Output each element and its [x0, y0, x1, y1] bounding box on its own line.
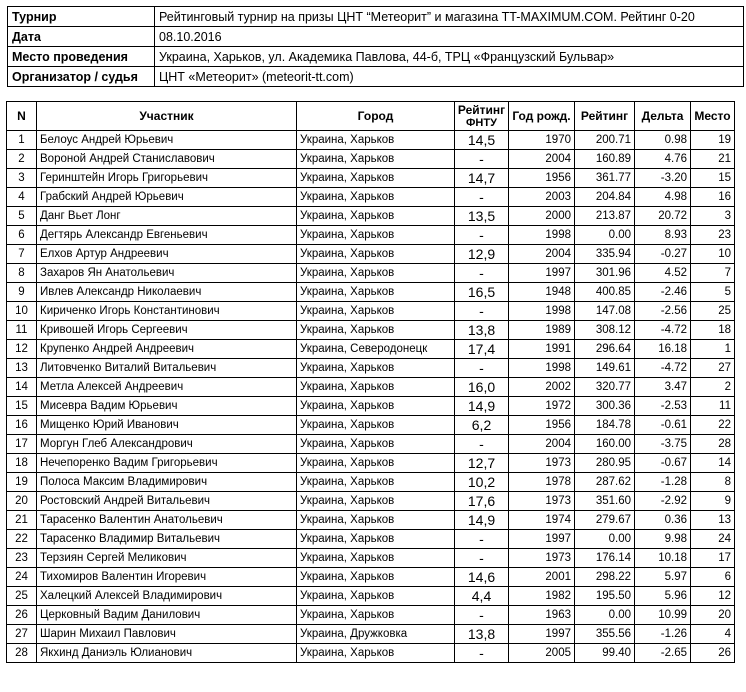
cell-fntu-rating: 17,4 — [455, 340, 509, 359]
cell-city: Украина, Харьков — [297, 321, 455, 340]
table-row — [7, 568, 735, 587]
cell-participant: Вороной Андрей Станиславович — [37, 150, 297, 169]
cell-fntu-rating: - — [455, 644, 509, 663]
cell-rating: 213.87 — [575, 207, 635, 226]
cell-rating: 0.00 — [575, 606, 635, 625]
info-row — [8, 47, 744, 67]
header-birth-year: Год рожд. — [509, 102, 575, 131]
cell-participant: Церковный Вадим Данилович — [37, 606, 297, 625]
cell-city: Украина, Харьков — [297, 302, 455, 321]
cell-number: 26 — [7, 606, 37, 625]
cell-city: Украина, Харьков — [297, 511, 455, 530]
tournament-info-body — [8, 7, 744, 87]
cell-city: Украина, Харьков — [297, 606, 455, 625]
header-fntu-rating — [455, 102, 509, 131]
cell-rating: 361.77 — [575, 169, 635, 188]
cell-number: 16 — [7, 416, 37, 435]
cell-number: 2 — [7, 150, 37, 169]
cell-birth-year: 1982 — [509, 587, 575, 606]
cell-rating: 355.56 — [575, 625, 635, 644]
cell-rating: 176.14 — [575, 549, 635, 568]
cell-delta: 4.76 — [635, 150, 691, 169]
cell-birth-year: 1963 — [509, 606, 575, 625]
cell-delta: -3.75 — [635, 435, 691, 454]
cell-place: 12 — [691, 587, 735, 606]
info-label: Дата — [8, 27, 155, 47]
cell-birth-year: 1948 — [509, 283, 575, 302]
cell-number: 27 — [7, 625, 37, 644]
cell-birth-year: 1973 — [509, 454, 575, 473]
cell-rating: 335.94 — [575, 245, 635, 264]
cell-fntu-rating: 13,8 — [455, 625, 509, 644]
cell-place: 6 — [691, 568, 735, 587]
cell-rating: 280.95 — [575, 454, 635, 473]
cell-birth-year: 1970 — [509, 131, 575, 150]
info-label: Турнир — [8, 7, 155, 27]
cell-birth-year: 1973 — [509, 549, 575, 568]
table-row — [7, 587, 735, 606]
header-rating: Рейтинг — [575, 102, 635, 131]
cell-fntu-rating: 10,2 — [455, 473, 509, 492]
cell-delta: 10.99 — [635, 606, 691, 625]
table-row — [7, 530, 735, 549]
cell-delta: 9.98 — [635, 530, 691, 549]
cell-city: Украина, Харьков — [297, 131, 455, 150]
cell-number: 9 — [7, 283, 37, 302]
cell-city: Украина, Харьков — [297, 644, 455, 663]
info-row — [8, 7, 744, 27]
cell-place: 3 — [691, 207, 735, 226]
cell-place: 19 — [691, 131, 735, 150]
cell-birth-year: 1997 — [509, 625, 575, 644]
cell-city: Украина, Харьков — [297, 568, 455, 587]
cell-place: 7 — [691, 264, 735, 283]
table-row — [7, 397, 735, 416]
cell-birth-year: 1997 — [509, 530, 575, 549]
cell-birth-year: 1978 — [509, 473, 575, 492]
cell-fntu-rating: 14,6 — [455, 568, 509, 587]
cell-birth-year: 2001 — [509, 568, 575, 587]
cell-delta: -0.27 — [635, 245, 691, 264]
cell-participant: Мищенко Юрий Иванович — [37, 416, 297, 435]
cell-rating: 351.60 — [575, 492, 635, 511]
header-fntu-line1: Рейтинг — [457, 102, 506, 117]
cell-rating: 287.62 — [575, 473, 635, 492]
cell-birth-year: 1974 — [509, 511, 575, 530]
cell-city: Украина, Харьков — [297, 530, 455, 549]
table-row — [7, 302, 735, 321]
cell-birth-year: 2004 — [509, 435, 575, 454]
cell-place: 10 — [691, 245, 735, 264]
cell-city: Украина, Харьков — [297, 226, 455, 245]
cell-participant: Тихомиров Валентин Игоревич — [37, 568, 297, 587]
cell-number: 1 — [7, 131, 37, 150]
cell-number: 23 — [7, 549, 37, 568]
cell-delta: -1.28 — [635, 473, 691, 492]
cell-number: 11 — [7, 321, 37, 340]
table-row — [7, 188, 735, 207]
table-row — [7, 644, 735, 663]
info-row — [8, 27, 744, 47]
cell-participant: Терзиян Сергей Меликович — [37, 549, 297, 568]
cell-rating: 200.71 — [575, 131, 635, 150]
cell-fntu-rating: - — [455, 302, 509, 321]
table-row — [7, 492, 735, 511]
cell-city: Украина, Харьков — [297, 435, 455, 454]
cell-place: 14 — [691, 454, 735, 473]
cell-fntu-rating: 13,5 — [455, 207, 509, 226]
cell-fntu-rating: - — [455, 226, 509, 245]
results-header-row — [7, 102, 735, 131]
cell-participant: Белоус Андрей Юрьевич — [37, 131, 297, 150]
cell-number: 28 — [7, 644, 37, 663]
header-participant: Участник — [37, 102, 297, 131]
cell-city: Украина, Харьков — [297, 587, 455, 606]
cell-participant: Якхинд Даниэль Юлианович — [37, 644, 297, 663]
cell-rating: 160.00 — [575, 435, 635, 454]
cell-birth-year: 1998 — [509, 359, 575, 378]
cell-delta: -4.72 — [635, 321, 691, 340]
cell-fntu-rating: 14,9 — [455, 397, 509, 416]
table-row — [7, 454, 735, 473]
results-body — [7, 131, 735, 663]
cell-place: 4 — [691, 625, 735, 644]
cell-participant: Полоса Максим Владимирович — [37, 473, 297, 492]
cell-birth-year: 2000 — [509, 207, 575, 226]
cell-city: Украина, Северодонецк — [297, 340, 455, 359]
cell-participant: Геринштейн Игорь Григорьевич — [37, 169, 297, 188]
cell-delta: 16.18 — [635, 340, 691, 359]
cell-participant: Шарин Михаил Павлович — [37, 625, 297, 644]
cell-place: 25 — [691, 302, 735, 321]
cell-birth-year: 2005 — [509, 644, 575, 663]
table-row — [7, 150, 735, 169]
cell-fntu-rating: 16,0 — [455, 378, 509, 397]
table-row — [7, 321, 735, 340]
info-label: Место проведения — [8, 47, 155, 67]
cell-place: 1 — [691, 340, 735, 359]
cell-fntu-rating: 13,8 — [455, 321, 509, 340]
info-value: Рейтинговый турнир на призы ЦНТ “Метеорит” и магазина TT-MAXIMUM.COM. Рейтинг 0-20 — [155, 7, 744, 27]
cell-place: 23 — [691, 226, 735, 245]
cell-delta: -0.61 — [635, 416, 691, 435]
cell-city: Украина, Харьков — [297, 150, 455, 169]
cell-birth-year: 1956 — [509, 416, 575, 435]
cell-rating: 308.12 — [575, 321, 635, 340]
cell-city: Украина, Харьков — [297, 245, 455, 264]
cell-number: 6 — [7, 226, 37, 245]
cell-participant: Крупенко Андрей Андреевич — [37, 340, 297, 359]
cell-fntu-rating: 12,9 — [455, 245, 509, 264]
table-row — [7, 549, 735, 568]
cell-participant: Нечепоренко Вадим Григорьевич — [37, 454, 297, 473]
tournament-info-table — [7, 6, 744, 87]
cell-participant: Дегтярь Александр Евгеньевич — [37, 226, 297, 245]
table-row — [7, 283, 735, 302]
cell-number: 12 — [7, 340, 37, 359]
cell-fntu-rating: - — [455, 530, 509, 549]
cell-city: Украина, Харьков — [297, 473, 455, 492]
cell-delta: -2.53 — [635, 397, 691, 416]
cell-participant: Ростовский Андрей Витальевич — [37, 492, 297, 511]
cell-number: 20 — [7, 492, 37, 511]
cell-fntu-rating: - — [455, 606, 509, 625]
cell-rating: 0.00 — [575, 530, 635, 549]
cell-place: 28 — [691, 435, 735, 454]
cell-rating: 300.36 — [575, 397, 635, 416]
info-label: Организатор / судья — [8, 67, 155, 87]
cell-number: 15 — [7, 397, 37, 416]
cell-birth-year: 2002 — [509, 378, 575, 397]
cell-rating: 147.08 — [575, 302, 635, 321]
cell-place: 21 — [691, 150, 735, 169]
cell-rating: 204.84 — [575, 188, 635, 207]
cell-fntu-rating: 17,6 — [455, 492, 509, 511]
cell-city: Украина, Харьков — [297, 264, 455, 283]
cell-place: 27 — [691, 359, 735, 378]
info-value: ЦНТ «Метеорит» (meteorit-tt.com) — [155, 67, 744, 87]
cell-place: 22 — [691, 416, 735, 435]
header-city: Город — [297, 102, 455, 131]
cell-place: 26 — [691, 644, 735, 663]
cell-delta: -3.20 — [635, 169, 691, 188]
cell-number: 3 — [7, 169, 37, 188]
cell-participant: Моргун Глеб Александрович — [37, 435, 297, 454]
cell-place: 18 — [691, 321, 735, 340]
cell-fntu-rating: 12,7 — [455, 454, 509, 473]
cell-delta: 0.36 — [635, 511, 691, 530]
cell-city: Украина, Харьков — [297, 397, 455, 416]
cell-fntu-rating: 16,5 — [455, 283, 509, 302]
cell-delta: -0.67 — [635, 454, 691, 473]
cell-place: 16 — [691, 188, 735, 207]
table-row — [7, 359, 735, 378]
cell-rating: 184.78 — [575, 416, 635, 435]
cell-delta: 4.98 — [635, 188, 691, 207]
cell-place: 5 — [691, 283, 735, 302]
cell-place: 8 — [691, 473, 735, 492]
cell-participant: Грабский Андрей Юрьевич — [37, 188, 297, 207]
table-row — [7, 606, 735, 625]
cell-fntu-rating: 14,5 — [455, 131, 509, 150]
cell-number: 8 — [7, 264, 37, 283]
cell-number: 7 — [7, 245, 37, 264]
header-place: Место — [691, 102, 735, 131]
cell-number: 24 — [7, 568, 37, 587]
cell-city: Украина, Харьков — [297, 378, 455, 397]
cell-rating: 279.67 — [575, 511, 635, 530]
cell-place: 13 — [691, 511, 735, 530]
cell-city: Украина, Харьков — [297, 283, 455, 302]
cell-rating: 400.85 — [575, 283, 635, 302]
table-row — [7, 226, 735, 245]
header-fntu-line2: ФНТУ — [466, 116, 497, 129]
header-delta: Дельта — [635, 102, 691, 131]
cell-number: 4 — [7, 188, 37, 207]
cell-rating: 195.50 — [575, 587, 635, 606]
cell-delta: 20.72 — [635, 207, 691, 226]
cell-participant: Тарасенко Владимир Витальевич — [37, 530, 297, 549]
cell-place: 2 — [691, 378, 735, 397]
table-row — [7, 340, 735, 359]
table-row — [7, 169, 735, 188]
cell-birth-year: 1956 — [509, 169, 575, 188]
cell-participant: Кириченко Игорь Константинович — [37, 302, 297, 321]
cell-birth-year: 2004 — [509, 245, 575, 264]
cell-delta: 0.98 — [635, 131, 691, 150]
cell-birth-year: 1991 — [509, 340, 575, 359]
cell-birth-year: 2003 — [509, 188, 575, 207]
table-row — [7, 435, 735, 454]
table-row — [7, 207, 735, 226]
cell-birth-year: 1997 — [509, 264, 575, 283]
cell-place: 11 — [691, 397, 735, 416]
cell-number: 13 — [7, 359, 37, 378]
cell-fntu-rating: 6,2 — [455, 416, 509, 435]
table-row — [7, 416, 735, 435]
cell-participant: Литовченко Виталий Витальевич — [37, 359, 297, 378]
cell-delta: -2.92 — [635, 492, 691, 511]
cell-rating: 160.89 — [575, 150, 635, 169]
cell-delta: -2.56 — [635, 302, 691, 321]
cell-delta: 10.18 — [635, 549, 691, 568]
cell-rating: 301.96 — [575, 264, 635, 283]
cell-number: 19 — [7, 473, 37, 492]
cell-fntu-rating: 14,9 — [455, 511, 509, 530]
cell-fntu-rating: - — [455, 150, 509, 169]
cell-delta: 4.52 — [635, 264, 691, 283]
cell-birth-year: 1973 — [509, 492, 575, 511]
cell-rating: 320.77 — [575, 378, 635, 397]
cell-birth-year: 2004 — [509, 150, 575, 169]
cell-number: 18 — [7, 454, 37, 473]
info-row — [8, 67, 744, 87]
cell-city: Украина, Харьков — [297, 454, 455, 473]
cell-delta: 3.47 — [635, 378, 691, 397]
cell-delta: 5.97 — [635, 568, 691, 587]
cell-delta: 8.93 — [635, 226, 691, 245]
cell-city: Украина, Харьков — [297, 188, 455, 207]
cell-number: 14 — [7, 378, 37, 397]
table-row — [7, 473, 735, 492]
info-value: 08.10.2016 — [155, 27, 744, 47]
cell-birth-year: 1998 — [509, 226, 575, 245]
cell-fntu-rating: - — [455, 188, 509, 207]
table-row — [7, 625, 735, 644]
cell-place: 17 — [691, 549, 735, 568]
cell-rating: 149.61 — [575, 359, 635, 378]
cell-number: 25 — [7, 587, 37, 606]
cell-delta: -4.72 — [635, 359, 691, 378]
cell-fntu-rating: - — [455, 435, 509, 454]
cell-place: 15 — [691, 169, 735, 188]
table-row — [7, 245, 735, 264]
results-table — [6, 101, 735, 663]
cell-rating: 296.64 — [575, 340, 635, 359]
cell-participant: Мисевра Вадим Юрьевич — [37, 397, 297, 416]
cell-delta: -2.65 — [635, 644, 691, 663]
table-row — [7, 131, 735, 150]
cell-fntu-rating: - — [455, 264, 509, 283]
cell-fntu-rating: 14,7 — [455, 169, 509, 188]
cell-participant: Халецкий Алексей Владимирович — [37, 587, 297, 606]
table-row — [7, 378, 735, 397]
cell-birth-year: 1989 — [509, 321, 575, 340]
cell-city: Украина, Харьков — [297, 359, 455, 378]
cell-number: 22 — [7, 530, 37, 549]
cell-rating: 0.00 — [575, 226, 635, 245]
info-value: Украина, Харьков, ул. Академика Павлова, 44-б, ТРЦ «Французский Бульвар» — [155, 47, 744, 67]
header-n: N — [7, 102, 37, 131]
cell-number: 17 — [7, 435, 37, 454]
cell-participant: Метла Алексей Андреевич — [37, 378, 297, 397]
cell-fntu-rating: - — [455, 359, 509, 378]
cell-delta: 5.96 — [635, 587, 691, 606]
cell-number: 21 — [7, 511, 37, 530]
cell-city: Украина, Харьков — [297, 492, 455, 511]
cell-fntu-rating: - — [455, 549, 509, 568]
cell-delta: -2.46 — [635, 283, 691, 302]
cell-participant: Кривошей Игорь Сергеевич — [37, 321, 297, 340]
table-row — [7, 264, 735, 283]
cell-number: 5 — [7, 207, 37, 226]
cell-participant: Ивлев Александр Николаевич — [37, 283, 297, 302]
cell-participant: Данг Вьет Лонг — [37, 207, 297, 226]
cell-city: Украина, Харьков — [297, 207, 455, 226]
cell-rating: 298.22 — [575, 568, 635, 587]
cell-participant: Елхов Артур Андреевич — [37, 245, 297, 264]
cell-number: 10 — [7, 302, 37, 321]
cell-city: Украина, Харьков — [297, 169, 455, 188]
cell-city: Украина, Харьков — [297, 416, 455, 435]
cell-birth-year: 1972 — [509, 397, 575, 416]
cell-place: 24 — [691, 530, 735, 549]
cell-birth-year: 1998 — [509, 302, 575, 321]
cell-place: 9 — [691, 492, 735, 511]
cell-city: Украина, Харьков — [297, 549, 455, 568]
table-row — [7, 511, 735, 530]
cell-fntu-rating: 4,4 — [455, 587, 509, 606]
cell-delta: -1.26 — [635, 625, 691, 644]
cell-place: 20 — [691, 606, 735, 625]
cell-rating: 99.40 — [575, 644, 635, 663]
cell-city: Украина, Дружковка — [297, 625, 455, 644]
cell-participant: Тарасенко Валентин Анатольевич — [37, 511, 297, 530]
cell-participant: Захаров Ян Анатольевич — [37, 264, 297, 283]
